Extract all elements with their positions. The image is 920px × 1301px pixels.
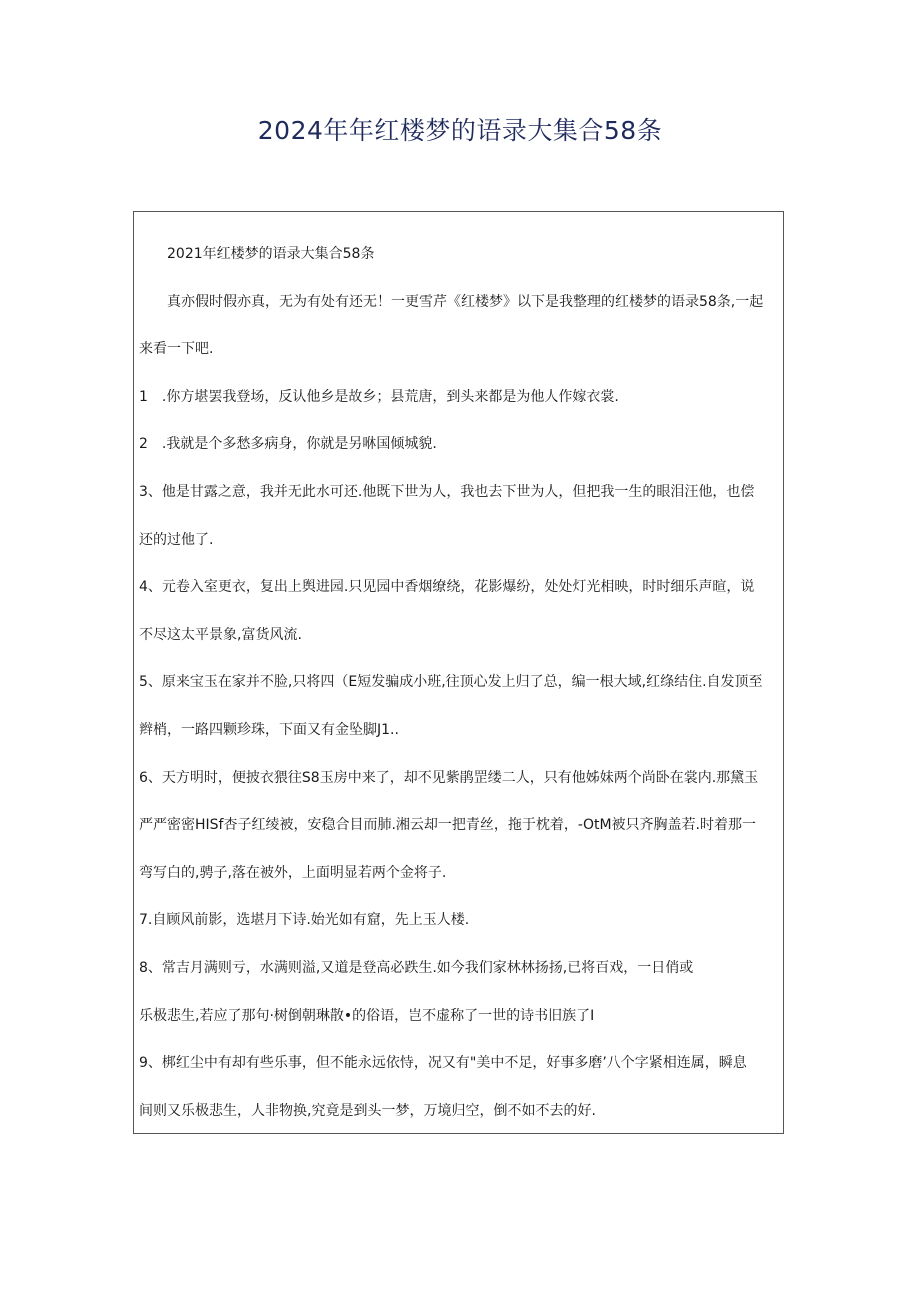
- text-line: 辫梢，一路四颗珍珠，下面又有金坠脚J1..: [139, 721, 399, 738]
- text-line: 严严密密HISf杏子红绫被，安稳合目而肺.湘云却一把青丝，拖于枕着，-OtM被只齐胸盖若.时着那一: [139, 817, 757, 834]
- text-line: 还的过他了.: [139, 531, 214, 548]
- text-line: 不尽这太平景象,富货风流.: [139, 626, 302, 643]
- text-line: 6、天方明时，便披衣猥往S8玉房中来了，却不见紫鹃罡缕二人，只有他姊妹两个尚卧在裳内.那黛玉: [139, 769, 759, 786]
- text-line: 真亦假时假亦真，无为有处有还无！一更雪芹《红楼梦》以下是我整理的红楼梦的语录58条,一起: [167, 293, 764, 310]
- document-title: 2024年年红楼梦的语录大集合58条: [257, 116, 663, 145]
- text-line: 2 .我就是个多愁多病身，你就是另咻国倾城貌.: [139, 436, 437, 453]
- content-box: [133, 211, 784, 1134]
- text-line: 8、常吉月满则亏，水满则溢,又道是登高必跌生.如今我们家林林扬扬,已将百戏，一日俏或: [139, 959, 694, 976]
- text-line: 1 .你方堪罢我登场，反认他乡是故乡；县荒唐，到头来都是为他人作嫁衣裳.: [139, 388, 619, 405]
- text-line: 9、梆红尘中有却有些乐事，但不能永远依恃，况又有"美中不足，好事多磨’八个字紧相连属，瞬息: [139, 1055, 747, 1072]
- text-line: 乐极悲生,若应了那句·树倒朝琳散•的俗语，岂不虚称了一世的诗书旧族了I: [139, 1007, 595, 1024]
- text-line: 来看一下吧.: [139, 341, 214, 358]
- text-line: 弯写白的,骋子,落在被外，上面明显若两个金将子.: [139, 864, 447, 881]
- article-subtitle: 2021年红楼梦的语录大集合58条: [167, 246, 375, 262]
- text-line: 5、原来宝玉在家并不脸,只将四（E短发骗成小班,往顶心发上归了总，编一根大域,红绦结住.自发顶至: [139, 674, 763, 691]
- text-line: 7.自顾风前影，选堪月下诗.始光如有窟，先上玉人楼.: [139, 912, 470, 929]
- text-line: 4、元卷入室更衣，复出上舆进园.只见园中香烟缭绕，花影爆纷，处处灯光相映，时时细乐声暄，说: [139, 579, 755, 596]
- text-line: 3、他是甘露之意，我并无此水可还.他既下世为人，我也去下世为人，但把我一生的眼泪汪他，也偿: [139, 483, 755, 500]
- text-line: 间则又乐极悲生，人非物换,究竟是到头一梦，万境归空，倒不如不去的好.: [139, 1102, 596, 1119]
